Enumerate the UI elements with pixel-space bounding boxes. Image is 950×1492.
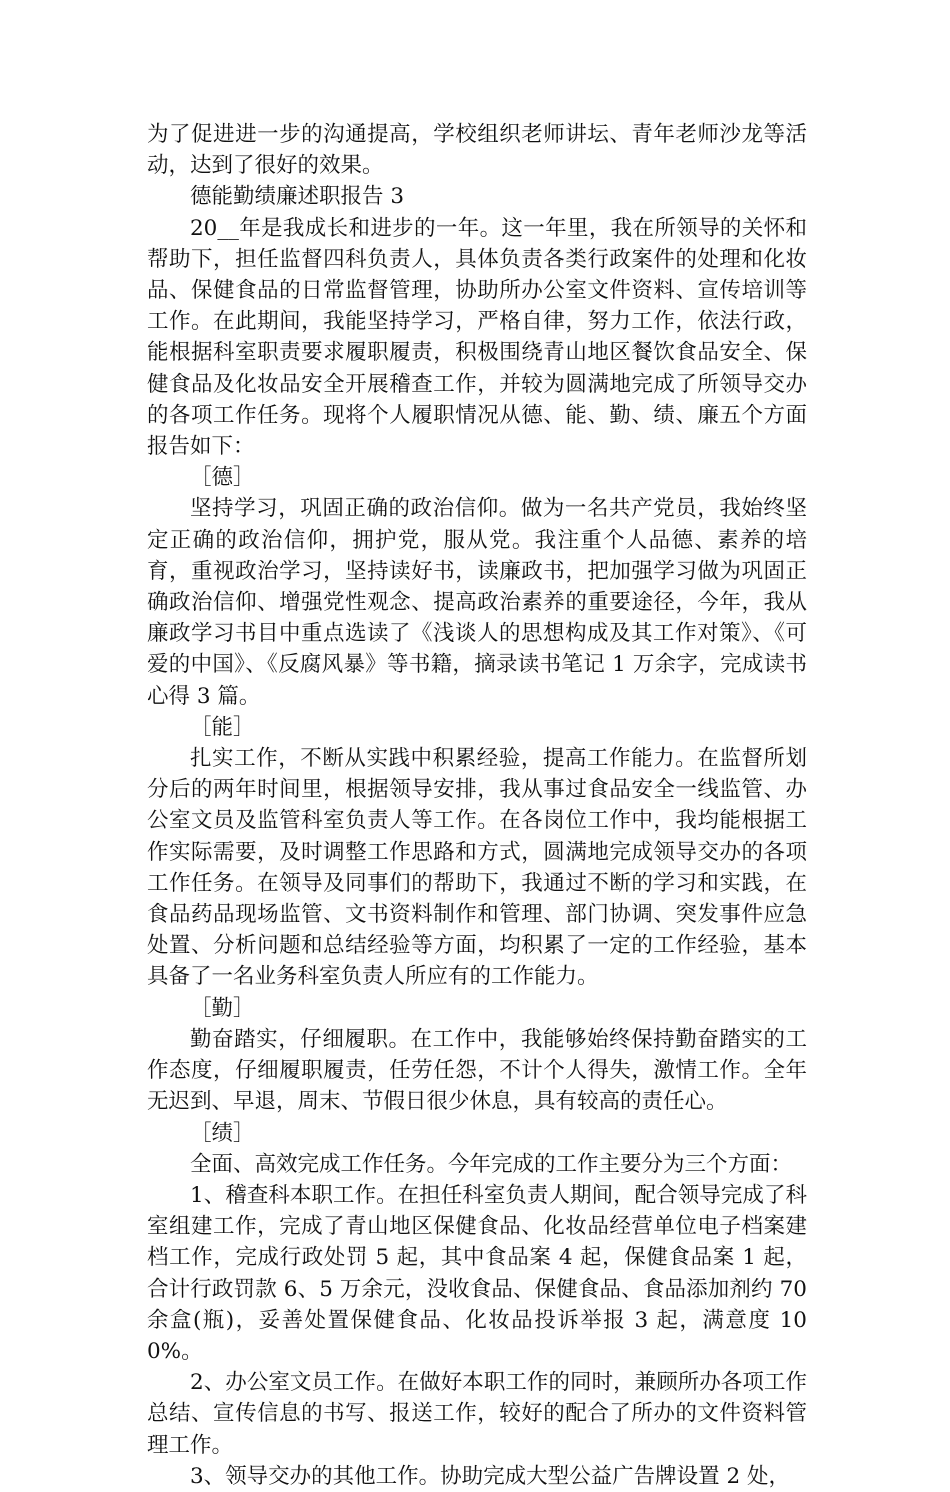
section-heading-neng: ［能］ bbox=[190, 714, 255, 740]
section-heading-qin: ［勤］ bbox=[190, 995, 255, 1021]
paragraph-overview: 20__年是我成长和进步的一年。这一年里，我在所领导的关怀和帮助下，担任监督四科负责人，具体负责各类行政案件的处理和化妆品、保健食品的日常监督管理，协助所办公室文件资料、宣传培训等工作。在此期间，我能坚持学习，严格自律，努力工作，依法行政，能根据科室职责要求履职履责，积极围绕青山地区餐饮食品安全、保健食品及化妆品安全开展稽查工作，并较为圆满地完成了所领导交办的各项工作任务。现将个人履职情况从德、能、勤、绩、廉五个方面报告如下： bbox=[147, 215, 807, 460]
paragraph-ji-summary: 全面、高效完成工作任务。今年完成的工作主要分为三个方面： bbox=[190, 1151, 793, 1177]
paragraph-ji-item-1: 1、稽查科本职工作。在担任科室负责人期间，配合领导完成了科室组建工作，完成了青山地区保健食品、化妆品经营单位电子档案建档工作，完成行政处罚 5 起，其中食品案 4 起，保健食品案 1 起，合计行政罚款 6、5 万余元，没收食品、保健食品、食品添加剂约 70 余盒(瓶)，妥善处置保健食品、化妆品投诉举报 3 起，满意度 100%。 bbox=[147, 1182, 807, 1364]
section-heading-de: ［德］ bbox=[190, 465, 255, 491]
paragraph-ji-item-3: 3、领导交办的其他工作。协助完成大型公益广告牌设置 2 处， bbox=[190, 1463, 791, 1489]
report-title: 德能勤绩廉述职报告 3 bbox=[190, 184, 405, 210]
paragraph-de: 坚持学习，巩固正确的政治信仰。做为一名共产党员，我始终坚定正确的政治信仰，拥护党，服从党。我注重个人品德、素养的培育，重视政治学习，坚持读好书，读廉政书，把加强学习做为巩固正确政治信仰、增强党性观念、提高政治素养的重要途径，今年，我从廉政学习书目中重点选读了《浅谈人的思想构成及其工作对策》、《可爱的中国》、《反腐风暴》等书籍，摘录读书笔记 1 万余字，完成读书心得 3 篇。 bbox=[147, 496, 807, 709]
section-heading-ji: ［绩］ bbox=[190, 1120, 255, 1146]
paragraph-ji-item-2: 2、办公室文员工作。在做好本职工作的同时，兼顾所办各项工作总结、宣传信息的书写、报送工作，较好的配合了所办的文件资料管理工作。 bbox=[147, 1370, 807, 1458]
paragraph-neng: 扎实工作，不断从实践中积累经验，提高工作能力。在监督所划分后的两年时间里，根据领导安排，我从事过食品安全一线监管、办公室文员及监管科室负责人等工作。在各岗位工作中，我均能根据工作实际需要，及时调整工作思路和方式，圆满地完成领导交办的各项工作任务。在领导及同事们的帮助下，我通过不断的学习和实践，在食品药品现场监管、文书资料制作和管理、部门协调、突发事件应急处置、分析问题和总结经验等方面，均积累了一定的工作经验，基本具备了一名业务科室负责人所应有的工作能力。 bbox=[147, 746, 807, 990]
paragraph-qin: 勤奋踏实，仔细履职。在工作中，我能够始终保持勤奋踏实的工作态度，仔细履职履责，任劳任怨，不计个人得失，激情工作。全年无迟到、早退，周末、节假日很少休息，具有较高的责任心。 bbox=[147, 1026, 807, 1115]
document-page bbox=[147, 119, 807, 1492]
paragraph-intro-continuation: 为了促进进一步的沟通提高，学校组织老师讲坛、青年老师沙龙等活动，达到了很好的效果。 bbox=[147, 122, 807, 179]
